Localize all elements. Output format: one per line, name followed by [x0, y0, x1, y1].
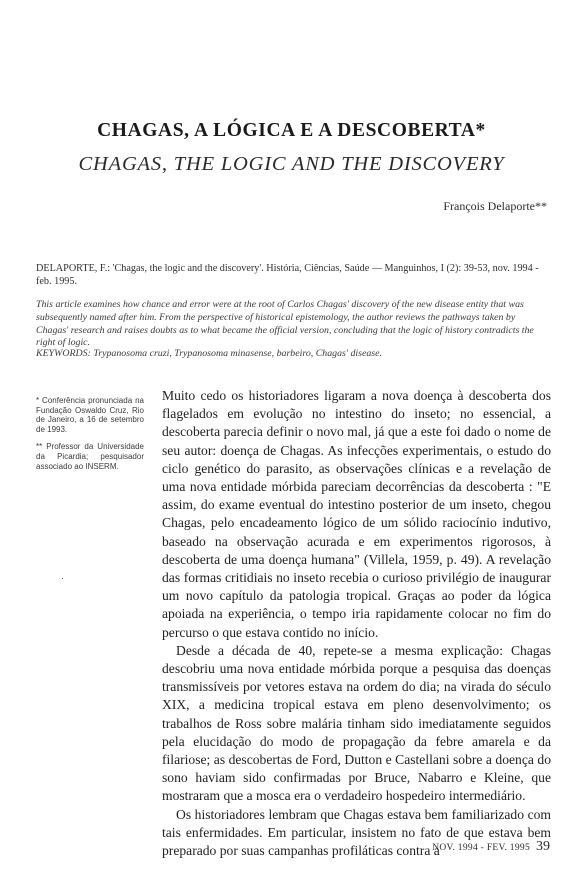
scan-speck	[62, 578, 63, 579]
issue-date: NOV. 1994 - FEV. 1995	[432, 843, 530, 853]
page-footer	[432, 839, 550, 855]
keywords: KEYWORDS: Trypanosoma cruzi, Trypanosoma minasense, barbeiro, Chagas' disease.	[36, 348, 383, 359]
footnote-author: ** Professor da Universidade da Picardia; pesquisador associado ao INSERM.	[36, 442, 144, 471]
article-subtitle: CHAGAS, THE LOGIC AND THE DISCOVERY	[78, 153, 505, 175]
abstract: This article examines how chance and error were at the root of Carlos Chagas' discovery of the new disease entity that was subsequently named after him. From the perspective of historical epistemology, the author reviews the pathways taken by Chagas' research and raises doubts as to what became the official version, concluding that the logic of history contradicts the right of logic.	[36, 299, 534, 349]
footnote-conference: * Conferência pronunciada na Fundação Oswaldo Cruz, Rio de Janeiro, a 16 de setembro de 1993.	[36, 396, 144, 434]
article-title: CHAGAS, A LÓGICA E A DESCOBERTA*	[97, 120, 486, 141]
body-paragraph: Desde a década de 40, repete-se a mesma explicação: Chagas descobriu uma nova entidade mórbida porque a pesquisa das doenças transmissíveis por vetores estava na ordem do dia; na virada do século XIX, a medicina tropical estava em pleno desenvolvimento; os trabalhos de Ross sobre malária tinham sido imediatamente seguidos pela elucidação do modo de propagação da febre amarela e da filariose; as descobertas de Ford, Dutton e Castellani sobre a doença do sono haviam sido confirmadas por Bruce, Nabarro e Kleine, que mostraram que a mosca era o verdadeiro hospedeiro intermediário.	[162, 642, 551, 804]
margin-notes	[36, 396, 144, 479]
body-text	[162, 387, 551, 860]
citation-reference: DELAPORTE, F.: 'Chagas, the logic and the discovery'. História, Ciências, Saúde — Manguinhos, I (2): 39-53, nov. 1994 - feb. 1995.	[36, 263, 539, 288]
body-paragraph: Muito cedo os historiadores ligaram a nova doença à descoberta dos flagelados em evolução no intestino do inseto; no essencial, a descoberta parecia definir o novo mal, já que a este foi dado o nome de seu autor: doença de Chagas. As infecções experimentais, o estudo do ciclo genético do parasito, as observações clínicas e a revelação de uma nova entidade mórbida pareciam decorrências da descoberta : "E assim, do exame eventual do intestino posterior de um inseto, chegou Chagas, pelo encadeamento lógico de um sólido raciocínio indutivo, baseado na observação acurada e em experimentos rigorosos, à descoberta de uma doença humana" (Villela, 1959, p. 49). A revelação das formas critidiais no inseto recebia o curioso privilégio de inaugurar um novo capítulo da patologia tropical. Graças ao poder da lógica apoiada na experiência, o tempo iria rapidamente colocar no fim do percurso o que estava contido no início.	[162, 388, 551, 640]
body-paragraph: Os historiadores lembram que Chagas estava bem familiarizado com tais enfermidades. Em particular, insistem no fato de que estava bem preparado por suas campanhas profiláticas contra a	[162, 806, 551, 859]
author-name: François Delaporte**	[443, 199, 547, 213]
page-number: 39	[536, 839, 550, 854]
